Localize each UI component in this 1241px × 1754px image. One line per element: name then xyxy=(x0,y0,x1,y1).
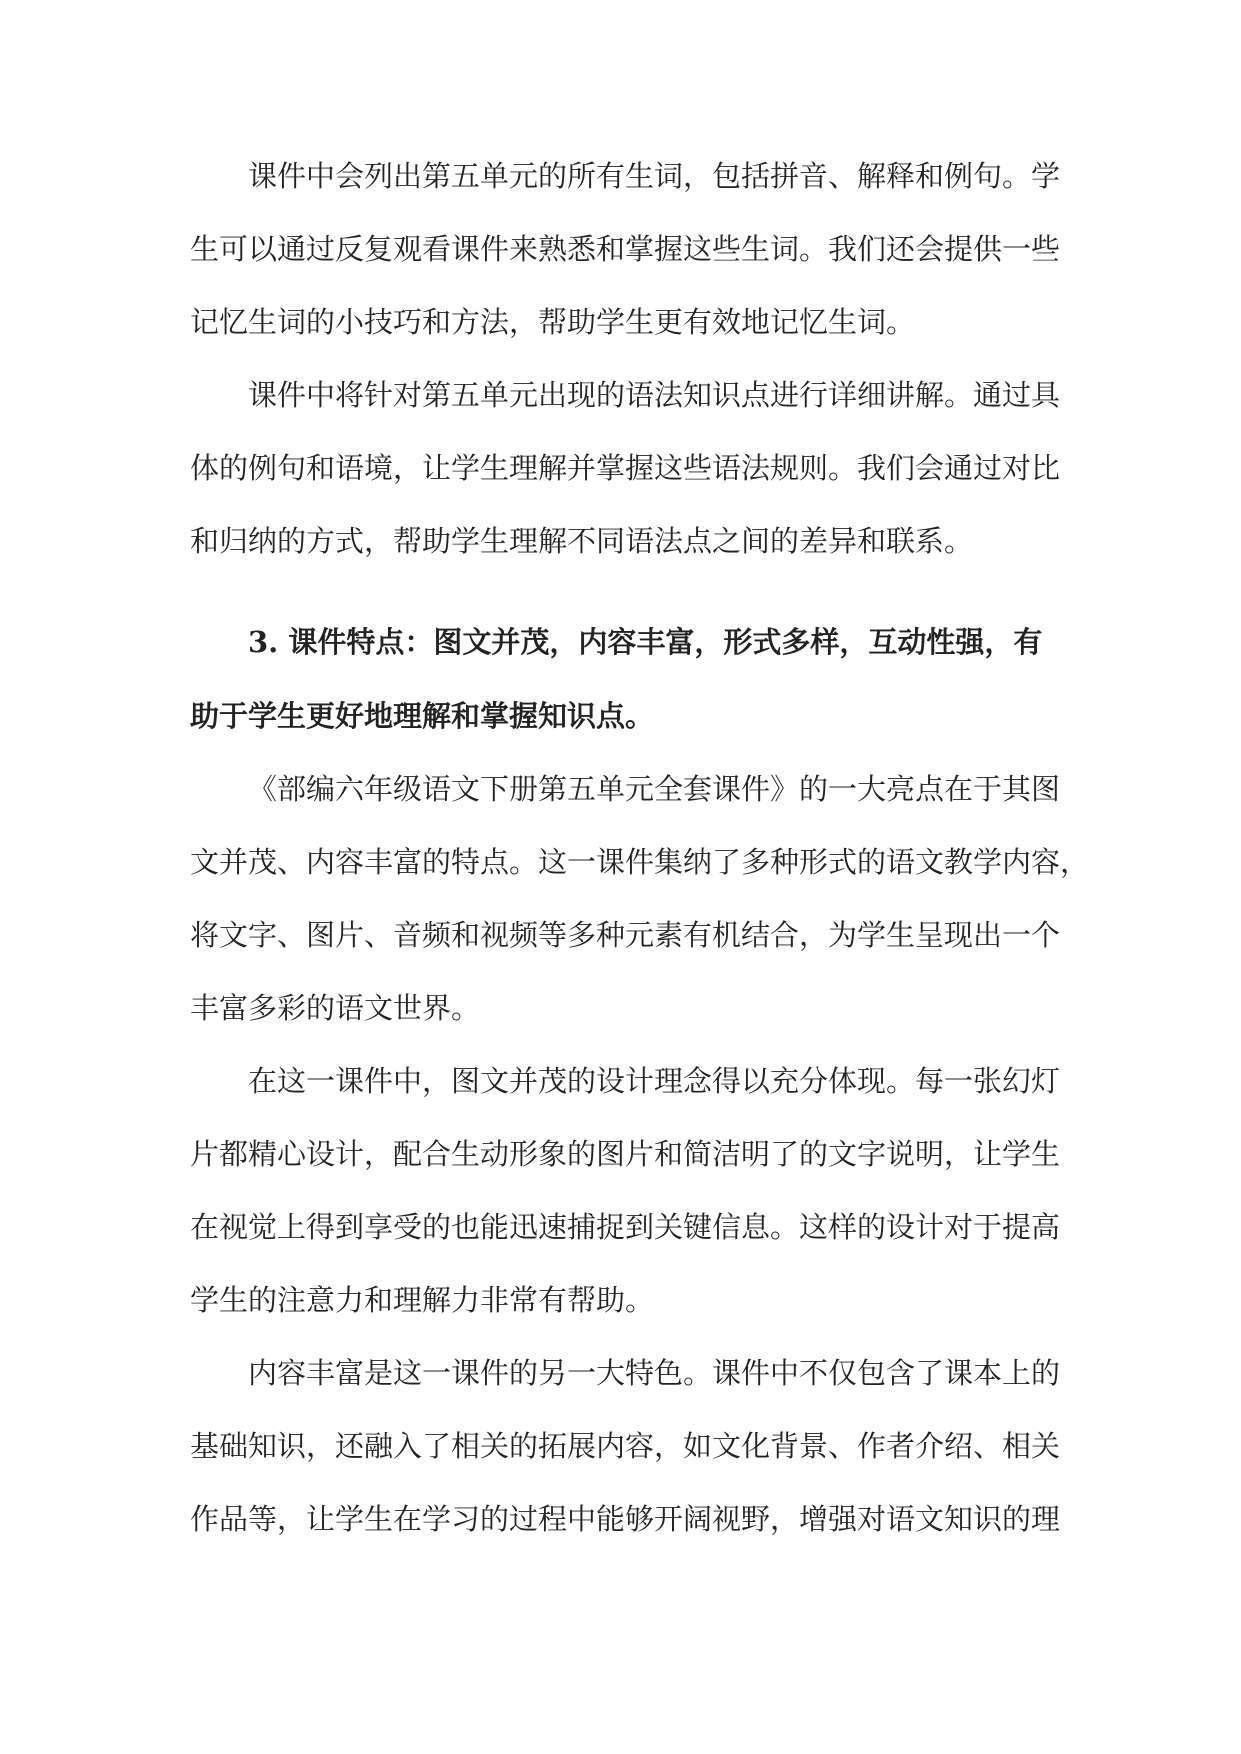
paragraph-grammar xyxy=(190,359,1061,578)
text-line: 在这一课件中，图文并茂的设计理念得以充分体现。每一张幻灯 xyxy=(248,1063,1061,1098)
text-line: 课件中会列出第五单元的所有生词，包括拼音、解释和例句。学 xyxy=(248,159,1061,193)
text-line: 丰富多彩的语文世界。 xyxy=(190,990,481,1025)
text-line: 生可以通过反复观看课件来熟悉和掌握这些生词。我们还会提供一些 xyxy=(190,232,1061,267)
paragraph-highlight xyxy=(190,753,1090,1045)
text-line: 片都精心设计，配合生动形象的图片和简洁明了的文字说明，让学生 xyxy=(190,1137,1061,1172)
paragraph-content xyxy=(190,1337,1061,1556)
paragraph-design xyxy=(190,1045,1061,1337)
text-line: 学生的注意力和理解力非常有帮助。 xyxy=(190,1283,655,1318)
text-line: 内容丰富是这一课件的另一大特色。课件中不仅包含了课本上的 xyxy=(248,1356,1061,1391)
text-line: 《部编六年级语文下册第五单元全套课件》的一大亮点在于其图 xyxy=(248,771,1061,806)
text-line: 体的例句和语境，让学生理解并掌握这些语法规则。我们会通过对比 xyxy=(190,451,1061,486)
heading-line: 助于学生更好地理解和掌握知识点。 xyxy=(190,698,655,733)
text-line: 在视觉上得到享受的也能迅速捕捉到关键信息。这样的设计对于提高 xyxy=(190,1210,1061,1245)
heading-line: 3. 课件特点：图文并茂，内容丰富，形式多样，互动性强，有 xyxy=(248,625,1043,660)
text-line: 文并茂、内容丰富的特点。这一课件集纳了多种形式的语文教学内容， xyxy=(190,844,1090,879)
paragraph-vocabulary xyxy=(190,140,1061,359)
text-line: 记忆生词的小技巧和方法，帮助学生更有效地记忆生词。 xyxy=(190,305,916,340)
section-heading-3 xyxy=(190,606,1056,752)
text-line: 课件中将针对第五单元出现的语法知识点进行详细讲解。通过具 xyxy=(248,378,1061,413)
text-line: 将文字、图片、音频和视频等多种元素有机结合，为学生呈现出一个 xyxy=(190,917,1061,952)
text-line: 作品等，让学生在学习的过程中能够开阔视野，增强对语文知识的理 xyxy=(190,1502,1061,1537)
document-page xyxy=(190,140,1090,1556)
text-line: 和归纳的方式，帮助学生理解不同语法点之间的差异和联系。 xyxy=(190,524,974,559)
text-line: 基础知识，还融入了相关的拓展内容，如文化背景、作者介绍、相关 xyxy=(190,1429,1061,1464)
